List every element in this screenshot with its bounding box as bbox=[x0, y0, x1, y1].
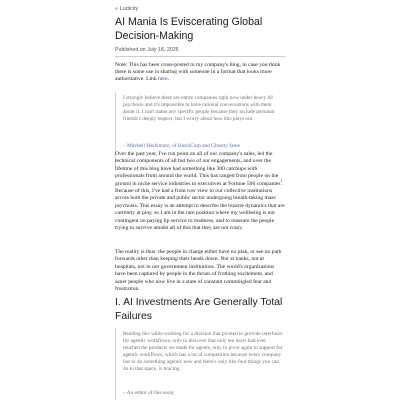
page-title: AI Mania Is Eviscerating Global Decision-Making bbox=[115, 16, 263, 42]
editor-quote bbox=[115, 328, 286, 400]
quote-attribution: – Mitchell Hashimoto, of HashiCorp and Ghostty fame bbox=[123, 143, 240, 149]
editor-quote-attribution: – An editor of this essay bbox=[123, 390, 175, 396]
intro-paragraph bbox=[115, 151, 285, 232]
note-text: Note: This has been cross-posted to my company's blog, in case you think there is some use in sharing with someone in a format that looks more authoritative. Link bbox=[115, 62, 281, 83]
intro-text-continued: . Because of this, I've had a front row view to our collective institutions across both the private and public sector undergoing breath-taking mass psychosis. This essay is an attempt to describe the bizarre dynamics that are currently at play, so I am in the rare position where my wellbeing is not contingent on paying lip service to madness, and to reassure the people trying to survive amidst all of this that they are not crazy. bbox=[115, 180, 285, 232]
title-divider bbox=[115, 56, 285, 57]
note-link[interactable]: here bbox=[158, 76, 168, 83]
editor-quote-text: Reading this while working for a division that pivoted to provide interfaces for agentic workflows, only to discover that only ten users had ever touched the products we made for agents, only to pivot again to support for agentic workflows, which has a lot of competition because every company has to do something agentic now and there's only like four things you can do in that space, is bracing. bbox=[123, 331, 283, 373]
back-link[interactable]: « Ludicity bbox=[115, 6, 139, 12]
publish-date: Published on July 18, 2026 bbox=[115, 47, 179, 53]
note-trailing: . bbox=[167, 76, 170, 83]
intro-text: Over the past year, I've run point on all of our company's sales, led the technical components of all but two of our engagements, and over the lifetime of this blog have had something like 300 catchups with professionals from around the world. This has ranged from people on the ground in niche service industries to executives at Fortune 500 companies bbox=[115, 151, 281, 187]
section-heading: I. AI Investments Are Generally Total Failures bbox=[115, 297, 283, 322]
body-paragraph: The reality is thus: the people in charge either have no plan, or see no path forwards other than keeping their heads down. Not at banks, not at hospitals, not in our government institutions. The world's organizations have been captured by people in the throes of frothing excitement, and saner people who now live in a state of constant commingled fear and frustration. bbox=[115, 249, 282, 293]
footnote-marker[interactable]: 1 bbox=[280, 178, 283, 183]
cross-post-note bbox=[115, 62, 285, 84]
quote-text: I strongly believe there are entire companies right now under heavy AI psychosis and it's impossible to have rational conversations with them about it. I can't name any specific people because they include personal friends I deeply respect, but I worry about how this plays out. bbox=[123, 95, 275, 123]
